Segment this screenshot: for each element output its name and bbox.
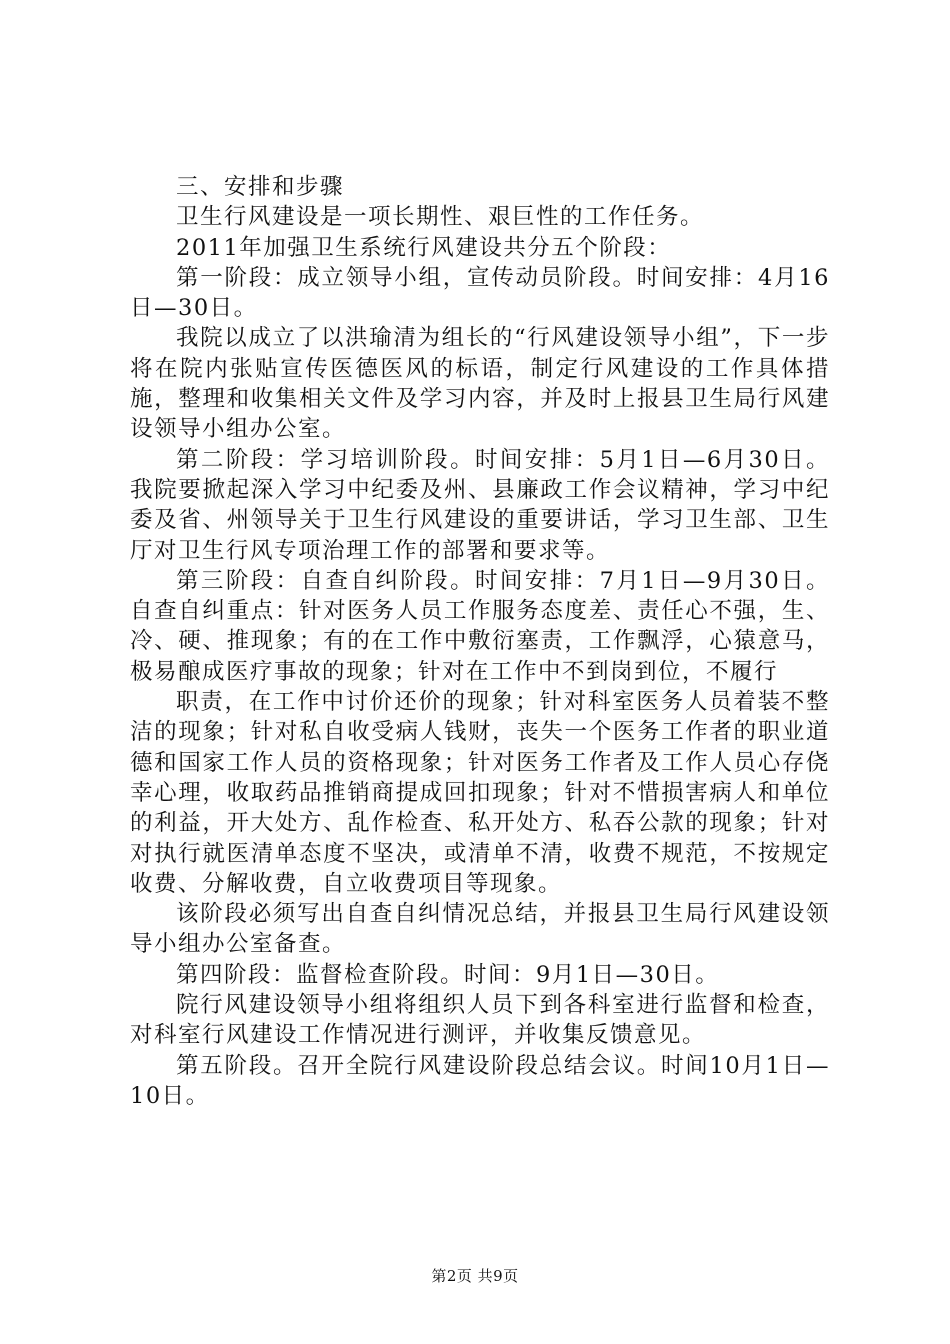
paragraph: 我院以成立了以洪瑜清为组长的“行风建设领导小组”，下一步将在院内张贴宣传医德医风的标语，制定行风建设的工作具体措施，整理和收集相关文件及学习内容，并及时上报县卫生局行风建设领导小组办公室。 [130,325,830,443]
section-heading: 三、安排和步骤 [176,174,345,200]
document-body [130,172,830,1111]
paragraph-stage-4: 第四阶段：监督检查阶段。时间：9月1日—30日。 [176,961,720,988]
paragraph: 院行风建设领导小组将组织人员下到各科室进行监督和检查，对科室行风建设工作情况进行测评，并收集反馈意见。 [130,992,830,1049]
page-footer: 第2页 共9页 [431,1267,519,1285]
paragraph-stage-1: 第一阶段：成立领导小组，宣传动员阶段。时间安排：4月16日—30日。 [130,264,830,322]
paragraph: 该阶段必须写出自查自纠情况总结，并报县卫生局行风建设领导小组办公室备查。 [130,901,830,958]
paragraph-stage-5: 第五阶段。召开全院行风建设阶段总结会议。时间10月1日—10日。 [130,1052,830,1109]
paragraph: 2011年加强卫生系统行风建设共分五个阶段： [176,234,672,261]
paragraph-stage-2: 第二阶段：学习培训阶段。时间安排：5月1日—6月30日。我院要掀起深入学习中纪委及州、县廉政工作会议精神，学习中纪委及省、州领导关于卫生行风建设的重要讲话，学习卫生部、卫生厅对卫生行风专项治理工作的部署和要求等。 [130,446,830,564]
paragraph: 职责，在工作中讨价还价的现象；针对科室医务人员着装不整洁的现象；针对私自收受病人钱财，丧失一个医务工作者的职业道德和国家工作人员的资格现象；针对医务工作者及工作人员心存侥幸心理，收取药品推销商提成回扣现象；针对不惜损害病人和单位的利益，开大处方、乱作检查、私开处方、私吞公款的现象；针对对执行就医清单态度不坚决，或清单不清，收费不规范，不按规定收费、分解收费，自立收费项目等现象。 [130,689,830,897]
paragraph: 卫生行风建设是一项长期性、艰巨性的工作任务。 [176,204,705,231]
paragraph-stage-3: 第三阶段：自查自纠阶段。时间安排：7月1日—9月30日。自查自纠重点：针对医务人员工作服务态度差、责任心不强，生、冷、硬、推现象；有的在工作中敷衍塞责，工作飘浮，心猿意马，极易酿成医疗事故的现象；针对在工作中不到岗到位，不履行 [130,567,830,685]
